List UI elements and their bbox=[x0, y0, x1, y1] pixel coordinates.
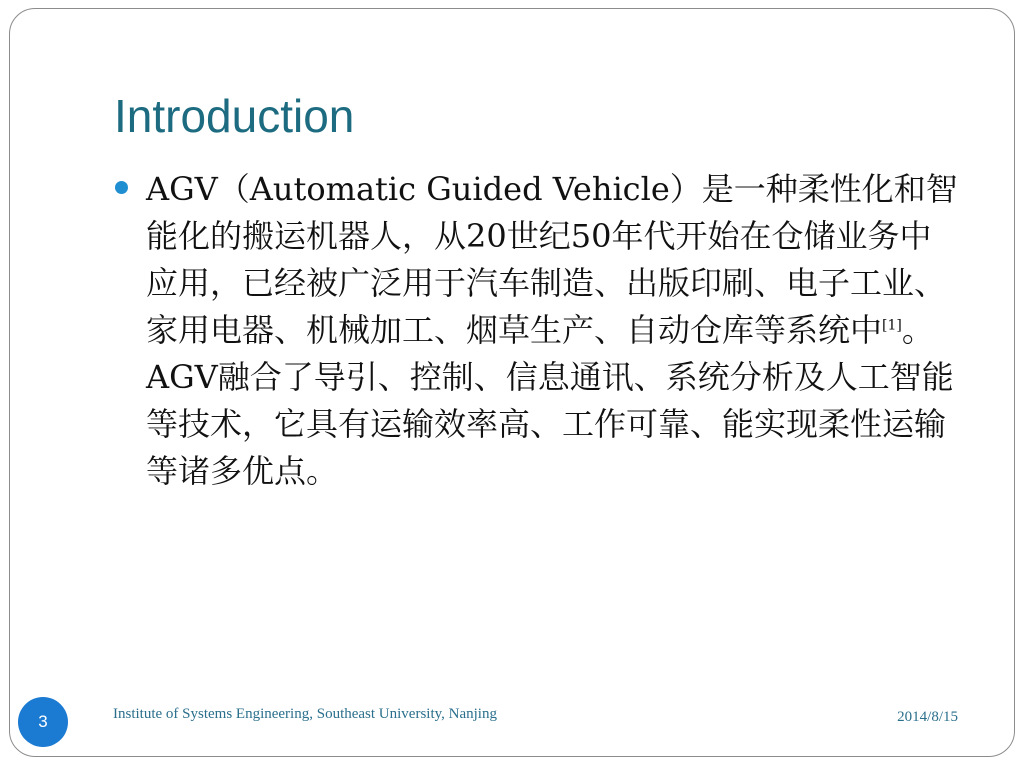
bullet-text-part2: 。AGV融合了导引、控制、信息通讯、系统分析及人工智能等技术，它具有运输效率高、工作可靠、能实现柔性运输等诸多优点。 bbox=[146, 311, 954, 490]
page-number-badge: 3 bbox=[18, 697, 68, 747]
bullet-dot-icon bbox=[115, 181, 128, 194]
slide-title: Introduction bbox=[114, 90, 355, 142]
bullet-paragraph bbox=[146, 166, 961, 495]
footer-date: 2014/8/15 bbox=[897, 709, 958, 725]
bullet-text-part1: AGV（Automatic Guided Vehicle）是一种柔性化和智能化的搬运机器人，从20世纪50年代开始在仓储业务中应用，已经被广泛用于汽车制造、出版印刷、电子工业、家用电器、机械加工、烟草生产、自动仓库等系统中 bbox=[146, 170, 958, 349]
footer-institution: Institute of Systems Engineering, Southeast University, Nanjing bbox=[113, 706, 497, 722]
citation-ref: [1] bbox=[882, 317, 902, 334]
